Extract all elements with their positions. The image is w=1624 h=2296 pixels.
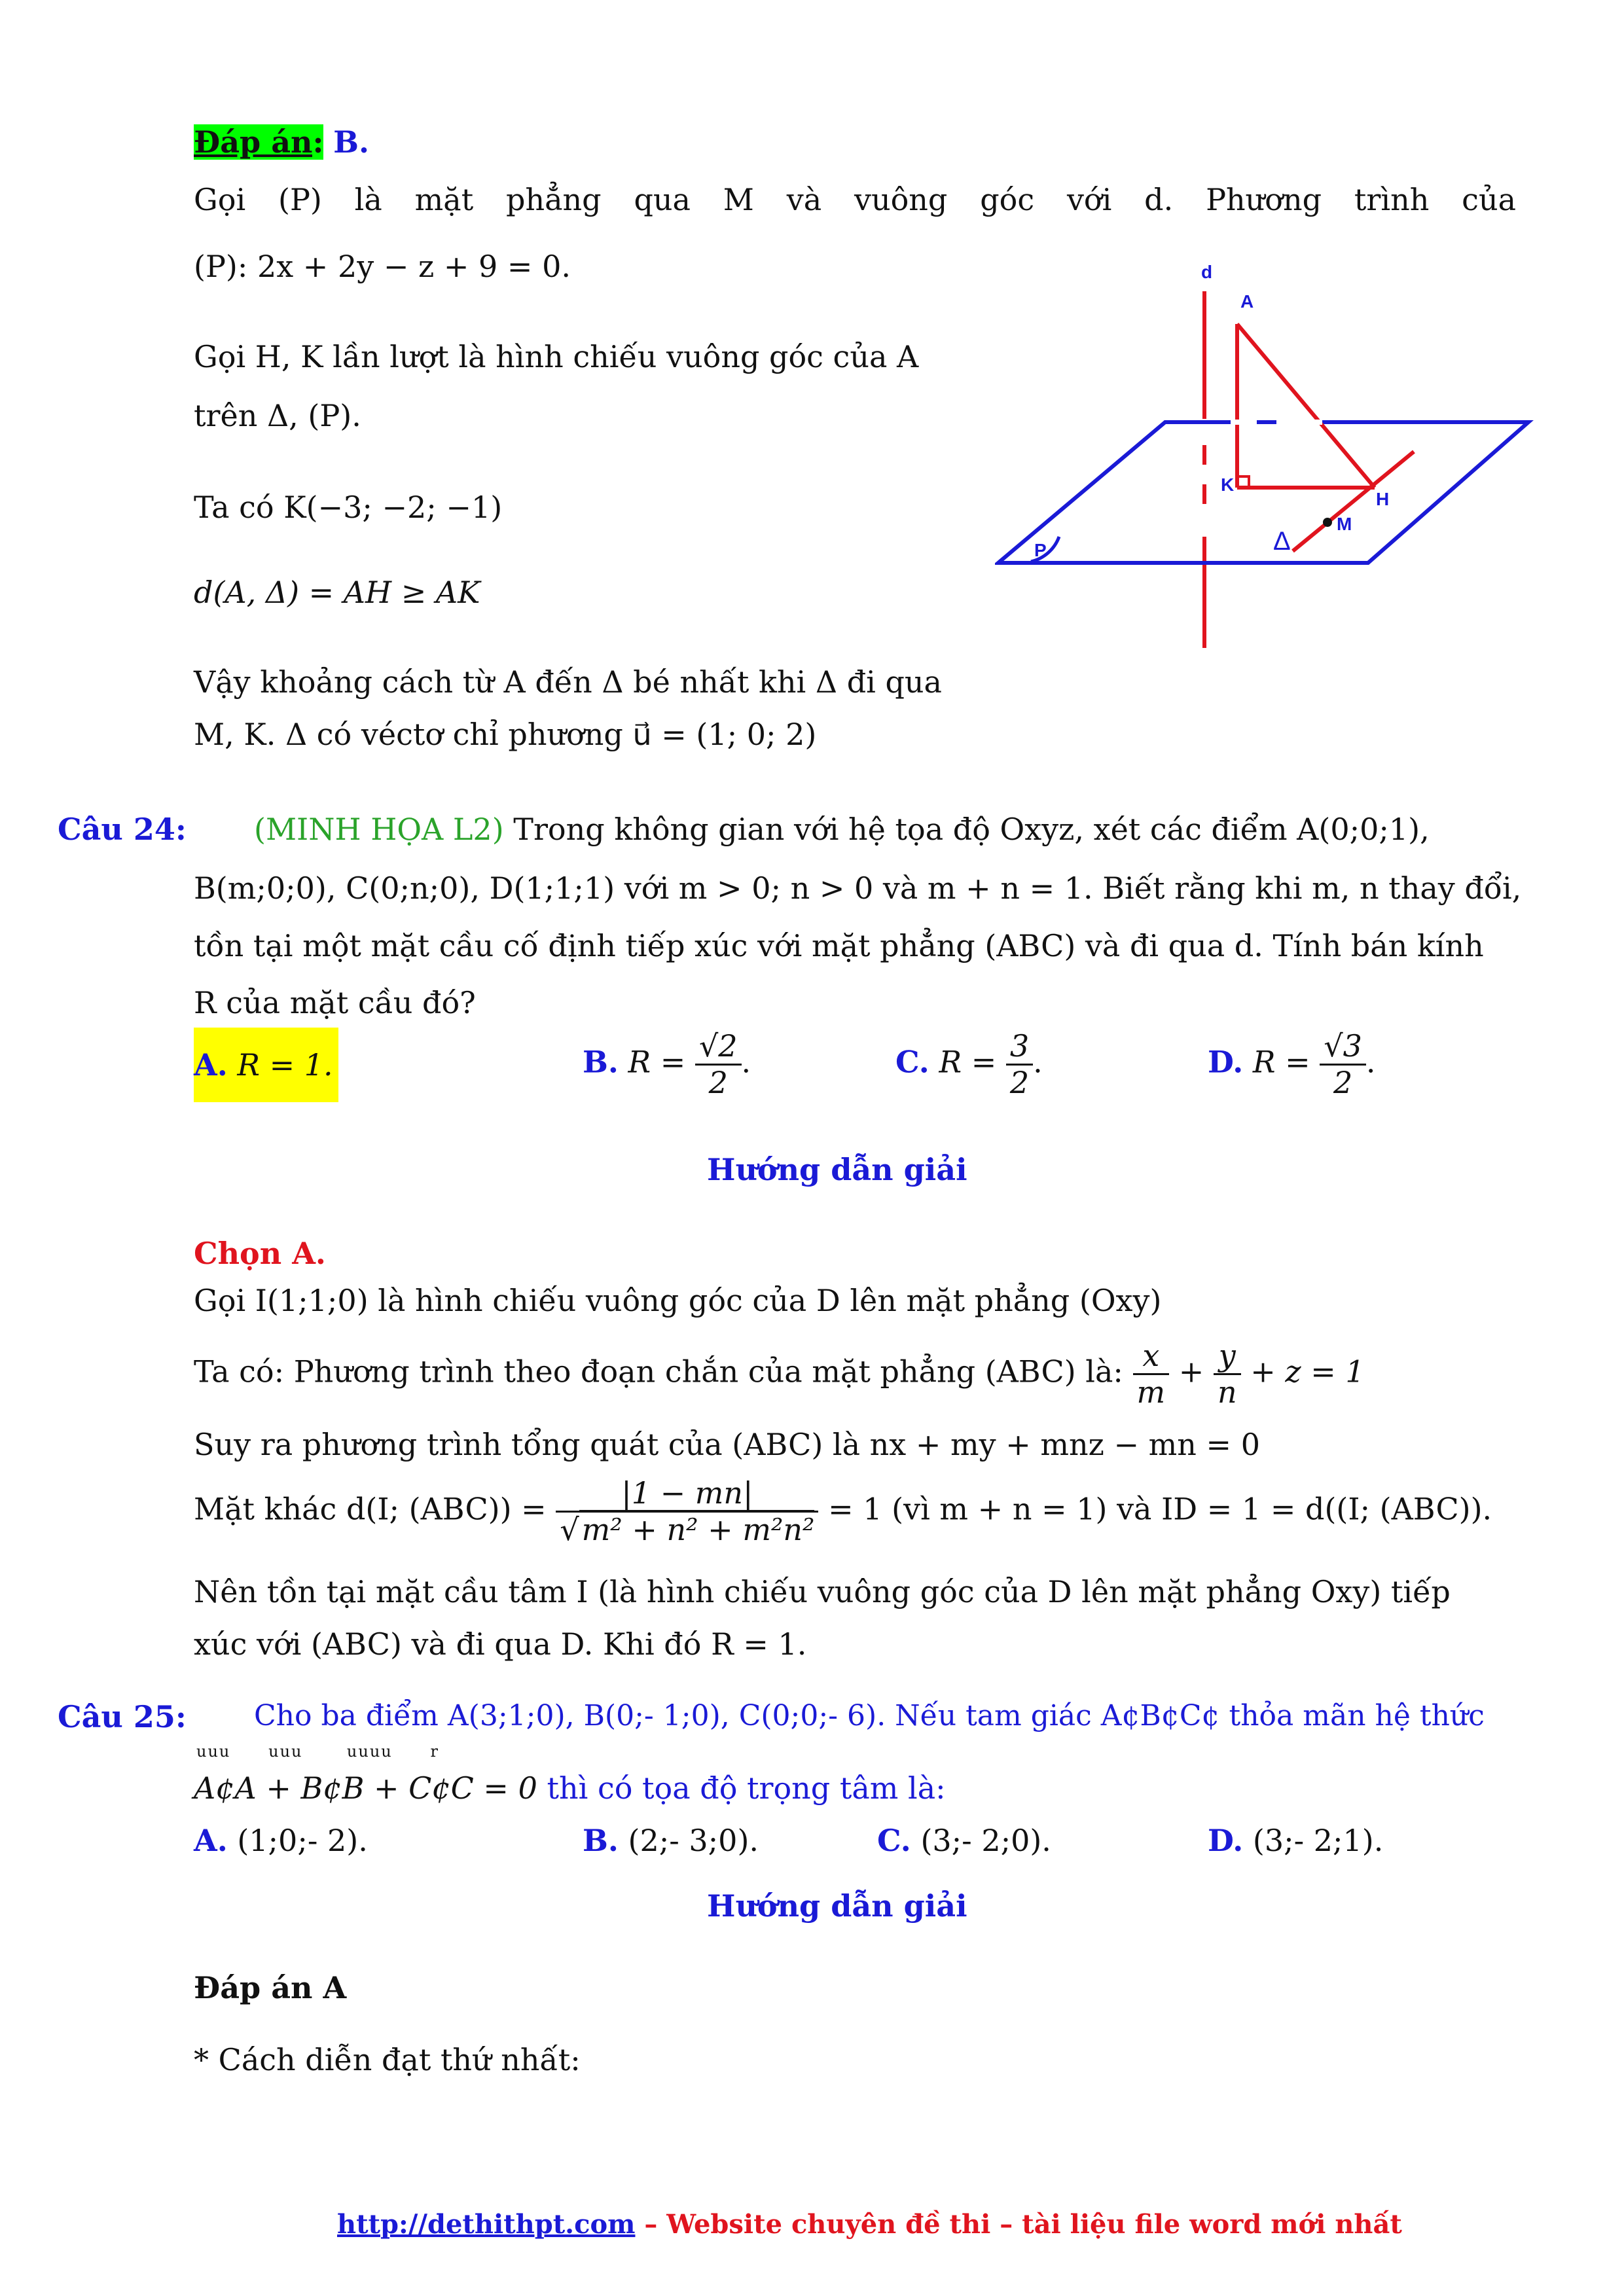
point-k: Ta có K(−3; −2; −1) xyxy=(194,490,503,525)
q24-option-b-num: √2 xyxy=(695,1029,742,1066)
q24-option-b-fraction xyxy=(695,1029,742,1100)
footer-text: – Website chuyên đề thi – tài liệu file word mới nhất xyxy=(635,2209,1402,2240)
label-k: K xyxy=(1221,475,1235,495)
q24-step-4-den-wrap: √m² + n² + m²n² xyxy=(556,1513,818,1547)
conclusion-line-2: M, K. Δ có véctơ chỉ phương u⃗ = (1; 0; 2) xyxy=(194,717,817,752)
label-delta: Δ xyxy=(1273,527,1291,556)
projection-line-2: trên Δ, (P). xyxy=(194,398,361,433)
q24-option-c[interactable] xyxy=(895,1029,1043,1100)
q25-option-c-label: C. xyxy=(877,1823,911,1858)
q25-method: * Cách diễn đạt thứ nhất: xyxy=(194,2042,581,2077)
q24-number: Câu 24: xyxy=(58,812,187,847)
answer-colon: : xyxy=(312,124,324,160)
conclusion-line-1: Vậy khoảng cách từ A đến Δ bé nhất khi Δ đi qua xyxy=(194,664,942,700)
q24-line-3: tồn tại một mặt cầu cố định tiếp xúc với mặt phẳng (ABC) và đi qua d. Tính bán kính xyxy=(194,928,1484,963)
q24-choose: Chọn A. xyxy=(194,1236,326,1271)
q24-option-b-period: . xyxy=(741,1044,751,1080)
q24-step-1: Gọi I(1;1;0) là hình chiếu vuông góc của D lên mặt phẳng (Oxy) xyxy=(194,1283,1162,1318)
q24-line-1-text: Trong không gian với hệ tọa độ Oxyz, xét các điểm A(0;0;1), xyxy=(513,812,1430,847)
q24-option-d-label: D. xyxy=(1208,1044,1244,1080)
q24-step-2-frac-1-num: x xyxy=(1133,1338,1170,1375)
answer-line xyxy=(194,124,369,160)
q24-option-c-period: . xyxy=(1033,1044,1043,1080)
plane-p xyxy=(998,422,1528,563)
q24-option-c-den: 2 xyxy=(1009,1064,1030,1100)
q25-option-a-label: A. xyxy=(194,1823,228,1858)
q24-step-2-tail: + z = 1 xyxy=(1250,1354,1365,1390)
q24-guide-title: Hướng dẫn giải xyxy=(707,1152,967,1187)
q25-number: Câu 25: xyxy=(58,1699,187,1734)
q24-option-c-label: C. xyxy=(895,1044,929,1080)
q25-vector-marks: uuu uuu uuuu r xyxy=(196,1742,439,1761)
q25-option-b-label: B. xyxy=(583,1823,619,1858)
answer-value: B. xyxy=(333,124,369,160)
q24-option-d-den: 2 xyxy=(1333,1064,1353,1100)
q25-option-b[interactable] xyxy=(583,1823,759,1858)
distance-inequality: d(A, Δ) = AH ≥ AK xyxy=(194,575,480,610)
q25-line-2-text: thì có tọa độ trọng tâm là: xyxy=(547,1770,946,1806)
q25-vector-equation: A¢A + B¢B + C¢C = 0 xyxy=(194,1770,537,1806)
q24-line-4: R của mặt cầu đó? xyxy=(194,985,476,1020)
projection-line-1: Gọi H, K lần lượt là hình chiếu vuông góc của A xyxy=(194,339,919,374)
q25-answer: Đáp án A xyxy=(194,1970,347,2005)
q24-line-2: B(m;0;0), C(0;n;0), D(1;1;1) với m > 0; n > 0 và m + n = 1. Biết rằng khi m, n thay đổi, xyxy=(194,870,1522,906)
q25-option-d-label: D. xyxy=(1208,1823,1244,1858)
q24-option-c-prefix: R = xyxy=(939,1044,997,1080)
q24-step-2-frac-1 xyxy=(1133,1338,1170,1410)
q24-option-d-prefix: R = xyxy=(1252,1044,1310,1080)
q24-step-4-tail: = 1 (vì m + n = 1) và ID = 1 = d((I; (ABC)). xyxy=(828,1491,1492,1527)
q24-option-b-den: 2 xyxy=(708,1064,728,1100)
q24-step-4 xyxy=(194,1476,1492,1547)
q24-line-1 xyxy=(254,812,1430,847)
q25-option-a-value: (1;0;- 2). xyxy=(237,1823,368,1858)
footer-link[interactable]: http://dethithpt.com xyxy=(337,2209,636,2240)
q24-step-5-line-1: Nên tồn tại mặt cầu tâm I (là hình chiếu vuông góc của D lên mặt phẳng Oxy) tiếp xyxy=(194,1574,1451,1609)
q24-step-2-text: Ta có: Phương trình theo đoạn chắn của mặt phẳng (ABC) là: xyxy=(194,1354,1123,1390)
q24-option-d-period: . xyxy=(1365,1044,1376,1080)
q24-step-4-head: Mặt khác d(I; (ABC)) = xyxy=(194,1491,547,1527)
q25-guide-title: Hướng dẫn giải xyxy=(707,1888,967,1924)
geometry-figure xyxy=(995,262,1538,655)
plane-p-line-1: Gọi (P) là mặt phẳng qua M và vuông góc với d. Phương trình của xyxy=(194,182,1516,217)
answer-label: Đáp án xyxy=(194,124,313,160)
q24-step-4-num: |1 − mn| xyxy=(556,1476,818,1513)
q25-option-c-value: (3;- 2;0). xyxy=(920,1823,1051,1858)
q24-option-b[interactable] xyxy=(583,1029,751,1100)
q24-step-5-line-2: xúc với (ABC) và đi qua D. Khi đó R = 1. xyxy=(194,1626,807,1662)
q24-step-3: Suy ra phương trình tổng quát của (ABC) là nx + my + mnz − mn = 0 xyxy=(194,1427,1260,1462)
q25-line-1: Cho ba điểm A(3;1;0), B(0;- 1;0), C(0;0;- 6). Nếu tam giác A¢B¢C¢ thỏa mãn hệ thức xyxy=(254,1699,1485,1732)
q24-option-c-num: 3 xyxy=(1006,1029,1033,1066)
q24-source: (MINH HỌA L2) xyxy=(254,812,504,847)
q25-option-d[interactable] xyxy=(1208,1823,1383,1858)
q25-option-a[interactable] xyxy=(194,1823,368,1858)
segment-ah xyxy=(1237,324,1375,488)
q25-option-d-value: (3;- 2;1). xyxy=(1252,1823,1384,1858)
point-m-dot xyxy=(1323,518,1332,527)
q24-step-4-den: m² + n² + m²n² xyxy=(579,1510,815,1547)
q24-step-2-frac-2-den: n xyxy=(1217,1374,1237,1410)
label-d: d xyxy=(1201,262,1213,282)
q24-step-2-frac-2 xyxy=(1214,1338,1241,1410)
q24-option-a-value: R = 1. xyxy=(237,1047,333,1083)
q25-option-c[interactable] xyxy=(877,1823,1051,1858)
footer xyxy=(337,2209,1402,2240)
q24-step-2 xyxy=(194,1338,1365,1410)
label-a: A xyxy=(1240,291,1254,312)
q24-option-a[interactable] xyxy=(194,1028,338,1102)
plane-p-equation: (P): 2x + 2y − z + 9 = 0. xyxy=(194,249,571,284)
q24-step-2-frac-1-den: m xyxy=(1136,1374,1166,1410)
label-p: P xyxy=(1034,540,1047,560)
label-m: M xyxy=(1337,514,1352,534)
q24-step-2-plus: + xyxy=(1178,1354,1204,1390)
q24-option-a-label: A. xyxy=(194,1047,228,1083)
q24-step-4-fraction xyxy=(556,1476,818,1547)
q24-option-b-prefix: R = xyxy=(628,1044,686,1080)
q25-line-2 xyxy=(194,1770,946,1806)
q24-option-d-num: √3 xyxy=(1320,1029,1366,1066)
q24-option-b-label: B. xyxy=(583,1044,619,1080)
label-h: H xyxy=(1376,489,1390,509)
q24-option-d[interactable] xyxy=(1208,1029,1376,1100)
q24-option-d-fraction xyxy=(1320,1029,1366,1100)
q24-step-2-frac-2-num: y xyxy=(1214,1338,1241,1375)
q25-option-b-value: (2;- 3;0). xyxy=(628,1823,759,1858)
q24-option-c-fraction xyxy=(1006,1029,1033,1100)
